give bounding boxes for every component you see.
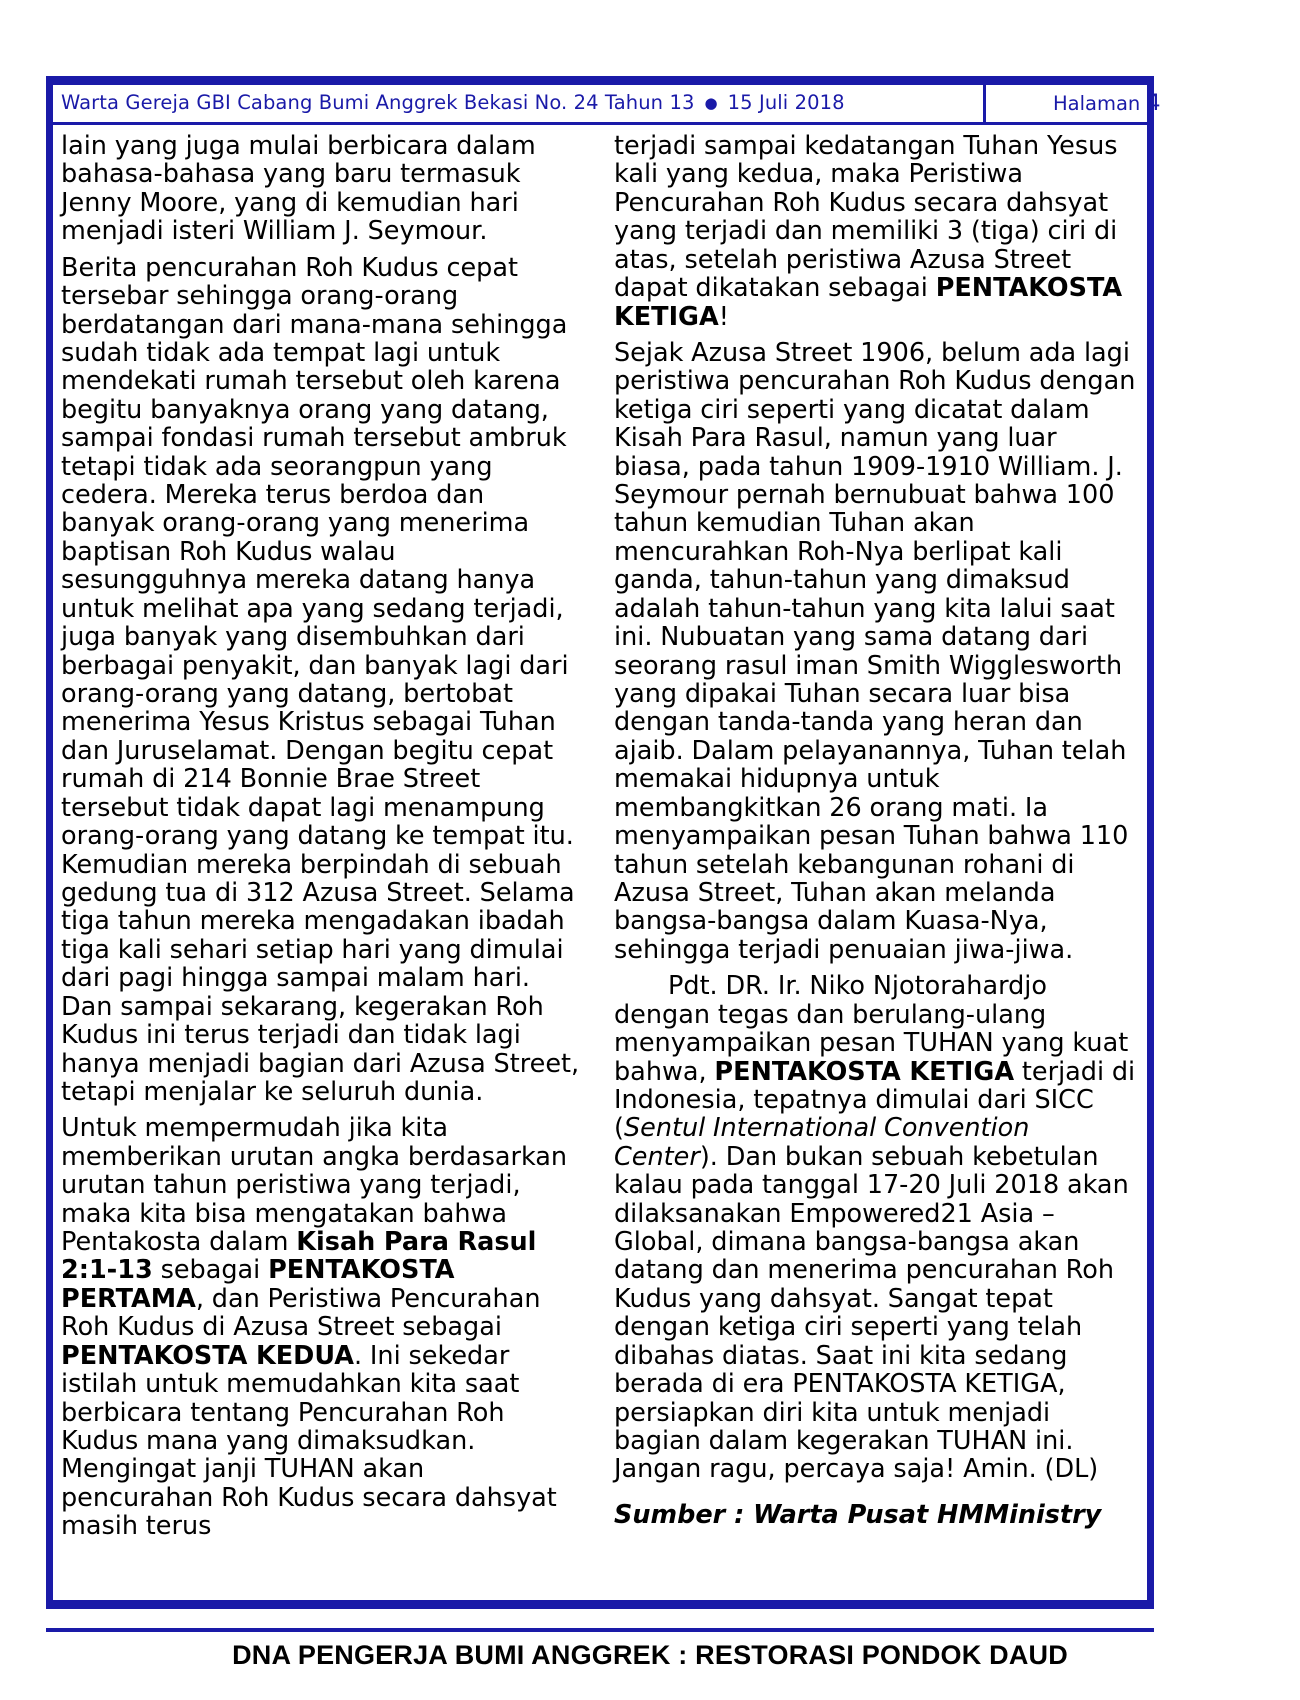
text-run: terjadi di Indonesia, tepatnya dimulai dari SICC ( <box>614 1056 1136 1144</box>
page-header <box>53 85 1161 125</box>
left-column <box>53 132 600 1592</box>
page-border-top <box>46 76 1154 85</box>
paragraph-mixed <box>61 1114 584 1540</box>
page-number: 4 <box>1146 91 1161 116</box>
text-run-bold: PENTAKOSTA PERTAMA <box>61 1255 455 1314</box>
page-border-right <box>1147 76 1154 1609</box>
text-run-bold: PENTAKOSTA KETIGA <box>614 273 1123 332</box>
text-run-italic: Sentul International Convention Center <box>614 1113 1030 1172</box>
right-column <box>600 132 1147 1592</box>
footer-text: DNA PENGERJA BUMI ANGGREK : RESTORASI PONDOK DAUD <box>232 1640 1068 1670</box>
page-footer <box>0 1640 1300 1671</box>
page-border-left <box>46 76 53 1609</box>
article-body <box>53 132 1147 1592</box>
text-run: Untuk mempermudah jika kita memberikan urutan angka berdasarkan urutan tahun peristiwa yang terjadi, maka kita bisa mengatakan bahwa Pentakosta dalam <box>61 1113 568 1258</box>
page-border-bottom <box>46 1600 1154 1609</box>
paragraph-mixed <box>614 972 1137 1484</box>
header-divider <box>983 85 986 125</box>
page-indicator <box>1053 91 1161 116</box>
page-label: Halaman <box>1053 92 1141 115</box>
text-run: terjadi sampai kedatangan Tuhan Yesus kali yang kedua, maka Peristiwa Pencurahan Roh Kudus secara dahsyat yang terjadi dan memiliki 3 (tiga) ciri di atas, setelah peristiwa Azusa Street dapat dikatakan sebagai <box>614 131 1118 304</box>
text-run-bold: Kisah Para Rasul 2:1-13 <box>61 1227 537 1286</box>
paragraph: Berita pencurahan Roh Kudus cepat tersebar sehingga orang-orang berdatangan dari mana-mana sehingga sudah tidak ada tempat lagi untuk mendekati rumah tersebut oleh karena begitu banyaknya orang yang datang, sampai fondasi rumah tersebut ambruk tetapi tidak ada seorangpun yang cedera. Mereka terus berdoa dan banyak orang-orang yang menerima baptisan Roh Kudus walau sesungguhnya mereka datang hanya untuk melihat apa yang sedang terjadi, juga banyak yang disembuhkan dari berbagai penyakit, dan banyak lagi dari orang-orang yang datang, bertobat menerima Yesus Kristus sebagai Tuhan dan Juruselamat. Dengan begitu cepat rumah di 214 Bonnie Brae Street tersebut tidak dapat lagi menampung orang-orang yang datang ke tempat itu. Kemudian mereka berpindah di sebuah gedung tua di 312 Azusa Street. Selama tiga tahun mereka mengadakan ibadah tiga kali sehari setiap hari yang dimulai dari pagi hingga sampai malam hari. Dan sampai sekarang, kegerakan Roh Kudus ini terus terjadi dan tidak lagi hanya menjadi bagian dari Azusa Street, tetapi menjalar ke seluruh dunia. <box>61 252 580 1107</box>
text-run: . Ini sekedar istilah untuk memudahkan kita saat berbicara tentang Pencurahan Roh Kudus mana yang dimaksudkan. Mengingat janji TUHAN akan pencurahan Roh Kudus secara dahsyat masih terus <box>61 1340 557 1542</box>
issue-date: 15 Juli 2018 <box>727 91 845 114</box>
bullet-separator: ● <box>704 94 718 112</box>
text-run-bold: PENTAKOSTA KETIGA <box>714 1056 1015 1087</box>
masthead-text: Warta Gereja GBI Cabang Bumi Anggrek Bekasi No. 24 Tahun 13 <box>61 91 695 114</box>
text-run: , dan Peristiwa Pencurahan Roh Kudus di Azusa Street sebagai <box>61 1283 541 1343</box>
paragraph-mixed <box>614 132 1137 331</box>
masthead <box>61 91 845 114</box>
source-credit: Sumber : Warta Pusat HMMinistry <box>614 1499 1102 1530</box>
text-run: ! <box>718 301 729 332</box>
text-run-bold: PENTAKOSTA KEDUA <box>61 1340 354 1371</box>
footer-divider <box>46 1628 1154 1632</box>
paragraph: lain yang juga mulai berbicara dalam bahasa-bahasa yang baru termasuk Jenny Moore, yang di kemudian hari menjadi isteri William J. Seymour. <box>61 131 536 247</box>
text-run: ). Dan bukan sebuah kebetulan kalau pada tanggal 17-20 Juli 2018 akan dilaksanakan Empowered21 Asia – Global, dimana bangsa-bangsa akan datang dan menerima pencurahan Roh Kudus yang dahsyat. Sangat tepat dengan ketiga ciri seperti yang telah dibahas diatas. Saat ini kita sedang berada di era PENTAKOSTA KETIGA, persiapkan diri kita untuk menjadi bagian dalam kegerakan TUHAN ini. Jangan ragu, percaya saja! Amin. (DL) <box>614 1141 1129 1485</box>
text-run: Pdt. DR. Ir. Niko Njotorahardjo dengan tegas dan berulang-ulang menyampaikan pesan TUHAN yang kuat bahwa, <box>614 971 1129 1087</box>
paragraph: Sejak Azusa Street 1906, belum ada lagi peristiwa pencurahan Roh Kudus dengan ketiga ciri seperti yang dicatat dalam Kisah Para Rasul, namun yang luar biasa, pada tahun 1909-1910 William. J. Seymour pernah bernubuat bahwa 100 tahun kemudian Tuhan akan mencurahkan Roh-Nya berlipat kali ganda, tahun-tahun yang dimaksud adalah tahun-tahun yang kita lalui saat ini. Nubuatan yang sama datang dari seorang rasul iman Smith Wigglesworth yang dipakai Tuhan secara luar bisa dengan tanda-tanda yang heran dan ajaib. Dalam pelayanannya, Tuhan telah memakai hidupnya untuk membangkitkan 26 orang mati. Ia menyampaikan pesan Tuhan bahwa 110 tahun setelah kebangunan rohani di Azusa Street, Tuhan akan melanda bangsa-bangsa dalam Kuasa-Nya, sehingga terjadi penuaian jiwa-jiwa. <box>614 337 1136 965</box>
text-run: sebagai <box>152 1255 269 1286</box>
